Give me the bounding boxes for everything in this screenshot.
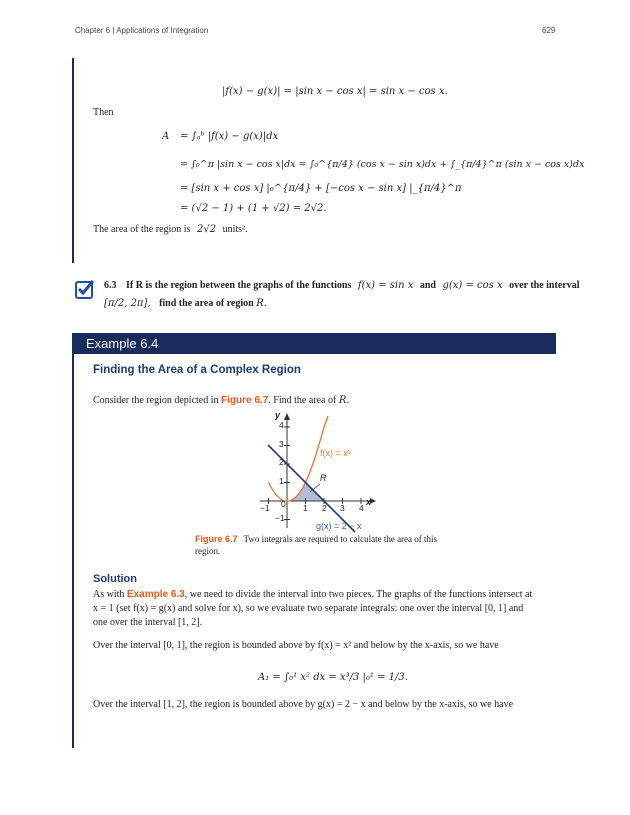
integral-line-1: = ∫ₐᵇ |f(x) − g(x)|dx [180, 131, 279, 142]
f-label: f(x) = x² [320, 448, 351, 458]
y-tick-4: 4 [279, 420, 284, 430]
caption-label: Figure 6.7 [195, 534, 238, 544]
equation-A1: A₁ = ∫₀¹ x² dx = x³/3 |₀¹ = 1/3. [258, 672, 408, 683]
exercise-interval: [π/2, 2π], [104, 298, 151, 309]
page-number: 629 [542, 26, 556, 35]
x-tick-1: 1 [303, 503, 308, 513]
x-tick-2: 2 [322, 503, 327, 513]
x-tick-neg1: −1 [260, 503, 270, 513]
y-tick-3: 3 [279, 439, 284, 449]
x-tick-4: 4 [359, 503, 364, 513]
area-conclusion [93, 224, 248, 235]
figure-graph [250, 410, 380, 534]
integral-line-2: = ∫₀^π |sin x − cos x|dx = ∫₀^{π/4} (cos x − sin x)dx + ∫_{π/4}^π (sin x − cos x)dx [180, 159, 585, 170]
integral-line-4: = (√2 − 1) + (1 + √2) = 2√2. [180, 203, 327, 214]
conclusion-value: 2√2 [196, 224, 217, 235]
abs-value-equation: |f(x) − g(x)| = |sin x − cos x| = sin x − cos x. [222, 86, 448, 97]
y-tick-2: 2 [279, 457, 284, 467]
x-axis-label: x [366, 497, 372, 507]
integral-line-3: = [sin x + cos x] |₀^{π/4} + [−cos x − sin x] |_{π/4}^π [180, 183, 462, 194]
solution-p3: Over the interval [1, 2], the region is bounded above by g(x) = 2 − x and below by the x-axis, so we have [93, 699, 514, 710]
solution-heading: Solution [93, 573, 137, 585]
region-label: R [320, 473, 327, 483]
x-tick-3: 3 [340, 503, 345, 513]
example-link[interactable]: Example 6.3 [126, 589, 185, 600]
exercise-f: f(x) = sin x [357, 280, 414, 291]
example-title: Finding the Area of a Complex Region [93, 364, 301, 376]
figure-caption [195, 533, 440, 557]
intro-region: R. [338, 395, 350, 406]
example-margin-bar [72, 354, 74, 748]
exercise-line-1 [126, 280, 579, 291]
solution-p2: Over the interval [0, 1], the region is bounded above by f(x) = x² and below by the x-axis, so we have [93, 640, 499, 651]
checkpoint-icon [74, 278, 96, 300]
area-symbol: A [162, 131, 170, 142]
caption-text: Two integrals are required to calculate the area of this region. [195, 534, 438, 556]
solution-p1-line3: one over the interval [1, 2]. [93, 617, 203, 628]
exercise-number: 6.3 [104, 280, 117, 291]
y-axis-label: y [275, 410, 281, 420]
curve-f [269, 416, 329, 501]
g-label: g(x) = 2 − x [316, 521, 362, 531]
example-banner [72, 333, 556, 354]
exercise-region: R. [256, 298, 267, 309]
intro-pre: Consider the region depicted in [93, 395, 219, 406]
conclusion-post: units². [222, 224, 248, 235]
intro-post: . Find the area of [268, 395, 337, 406]
solution-p1-line1 [93, 589, 532, 600]
x-tick-0: 0 [281, 499, 286, 509]
exercise-line-2 [104, 298, 267, 309]
exercise-text-b: over the interval [509, 280, 580, 291]
p1-pre: As with [93, 589, 125, 600]
figure-link[interactable]: Figure 6.7 [221, 395, 269, 406]
exercise-text-a: If R is the region between the graphs of the functions [126, 280, 352, 291]
exercise-g: g(x) = cos x [442, 280, 503, 291]
exercise-and: and [419, 280, 436, 291]
solution-p1-line2: x = 1 (set f(x) = g(x) and solve for x), so we evaluate two separate integrals: one over the interval [0, 1] and [93, 603, 524, 614]
example-label: Example 6.4 [86, 336, 159, 351]
exercise-text-c: find the area of region [159, 298, 254, 309]
then-text: Then [93, 107, 114, 118]
p1-post: , we need to divide the interval into two pieces. The graphs of the functions intersect at [184, 589, 533, 600]
conclusion-pre: The area of the region is [93, 224, 191, 235]
example-margin-bar-top [72, 58, 74, 263]
y-tick-1: 1 [279, 476, 284, 486]
example-intro [93, 395, 350, 406]
y-tick-neg1: −1 [275, 513, 285, 523]
chapter-header: Chapter 6 | Applications of Integration [75, 26, 209, 35]
